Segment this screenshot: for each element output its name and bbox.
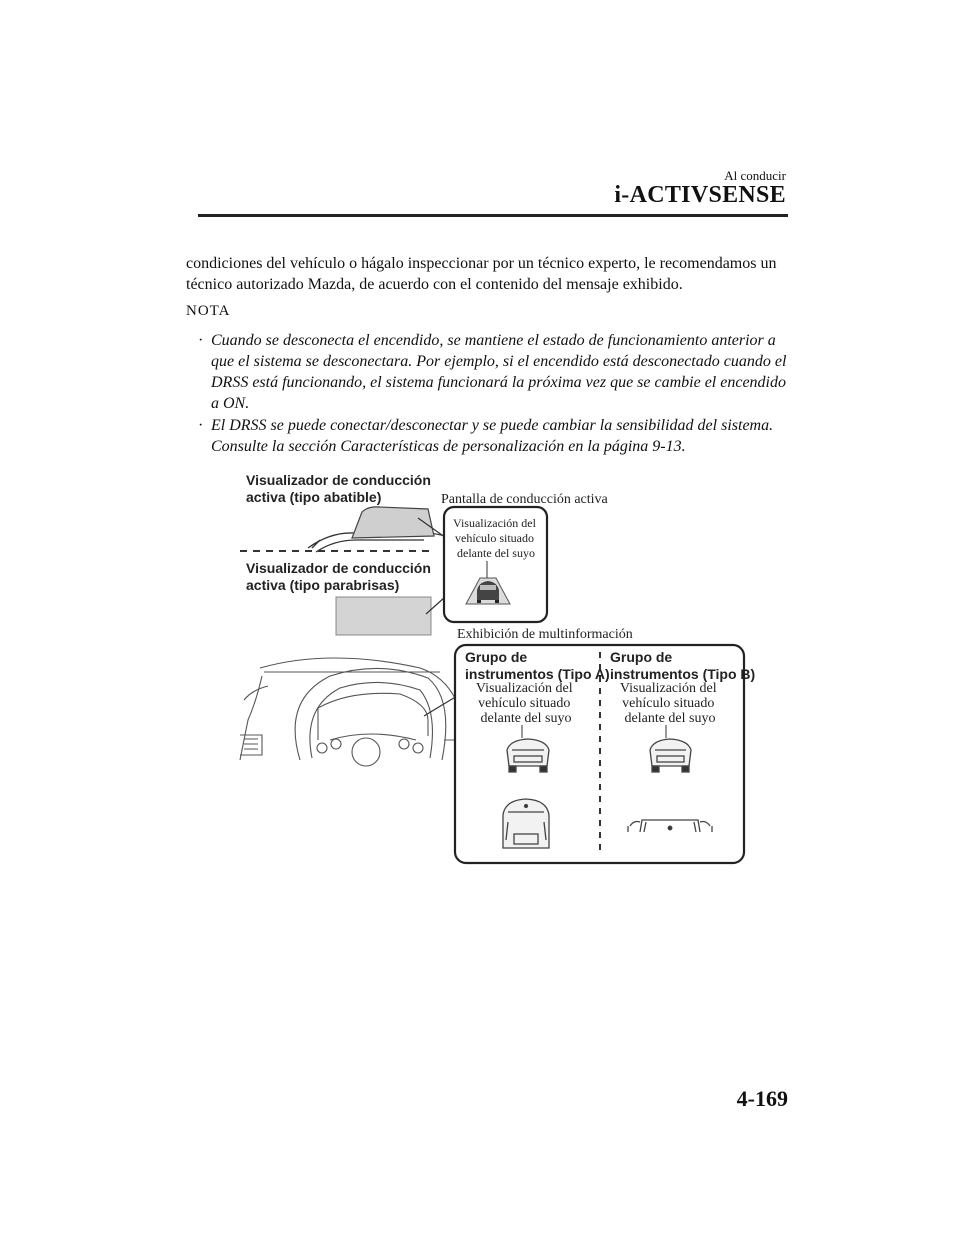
cluster-a-vehicle-label: Visualización del vehículo situado delante del suyo: [475, 681, 573, 726]
cluster-b-vehicle-label: Visualización del vehículo situado delante del suyo: [619, 681, 717, 726]
cluster-a-title: Grupo de instrumentos (Tipo A): [465, 649, 610, 682]
paragraph-line: técnico autorizado Mazda, de acuerdo con el contenido del mensaje exhibido.: [186, 276, 683, 293]
header-section: Al conducir: [724, 168, 786, 183]
bullet: ·: [198, 332, 204, 349]
windshield-display-area: [336, 597, 431, 635]
combiner-glass: [352, 507, 434, 538]
bullet: ·: [198, 417, 204, 434]
paragraph-line: condiciones del vehículo o hágalo inspeccionar por un técnico experto, le recomendamos un: [186, 255, 777, 272]
note-line: El DRSS se puede conectar/desconectar y se puede cambiar la sensibilidad del sistema.: [211, 417, 774, 434]
label-multiinfo: Exhibición de multinformación: [457, 627, 633, 642]
instrument-cluster-illustration: [240, 658, 460, 766]
note-line: a ON.: [211, 395, 250, 412]
header-title: i-ACTIVSENSE: [614, 182, 786, 208]
note-line: DRSS está funcionando, el sistema funcionará la próxima vez que se cambie el encendido: [211, 374, 786, 391]
label-hud-abatible: Visualizador de conducción activa (tipo abatible): [246, 472, 431, 505]
hud-vehicle-label: Visualización del vehículo situado delante del suyo: [453, 516, 536, 560]
note-line: Consulte la sección Características de personalización en la página 9-13.: [211, 438, 686, 455]
cluster-b-title: Grupo de instrumentos (Tipo B): [610, 649, 756, 682]
label-pantalla: Pantalla de conducción activa: [441, 492, 608, 507]
page-number: 4-169: [736, 1086, 788, 1111]
nota-label: NOTA: [186, 303, 231, 319]
note-line: Cuando se desconecta el encendido, se mantiene el estado de funcionamiento anterior a: [211, 332, 776, 349]
label-hud-parabrisas: Visualizador de conducción activa (tipo parabrisas): [246, 560, 431, 593]
cluster-a-own-vehicle-icon: [503, 799, 549, 848]
lead-vehicle-icon: [477, 581, 499, 603]
note-line: que el sistema se desconectara. Por ejemplo, si el encendido está desconectado cuando el: [211, 353, 787, 370]
